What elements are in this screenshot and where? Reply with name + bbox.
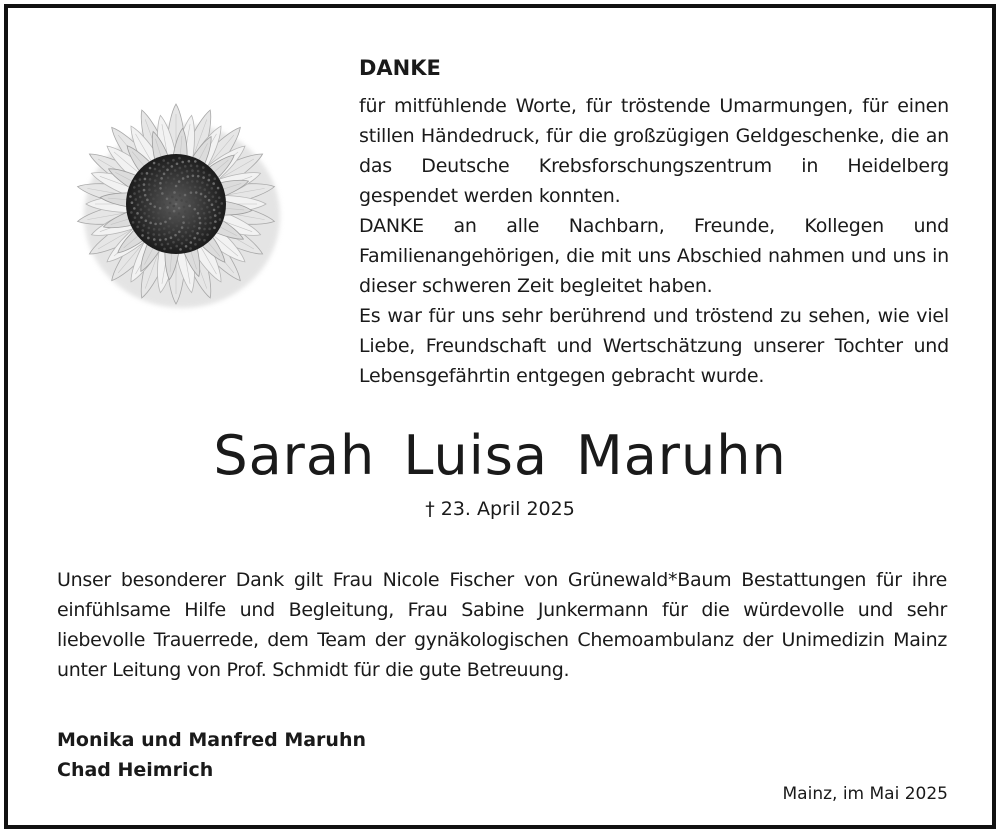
sunflower-seed [141,234,144,237]
sunflower-icon [60,98,292,320]
sunflower-seed [159,239,162,242]
sunflower-seed [141,201,144,204]
sunflower-seed [153,162,156,165]
sunflower-seed [183,206,186,209]
signer-name: Monika und Manfred Maruhn [57,729,367,751]
sunflower-seed [134,198,137,201]
sunflower-seed [194,160,197,163]
sunflower-seed [170,247,173,250]
sunflower-seed [162,165,165,168]
sunflower-seed [206,206,209,209]
sunflower-seed [208,199,211,202]
sunflower-seed [192,175,195,178]
sunflower-seed [132,221,135,224]
sunflower-seed [175,245,178,248]
sunflower-seed [147,237,150,240]
sunflower-seed [149,202,152,205]
sunflower-seed [144,194,147,197]
signer-name: Chad Heimrich [57,759,214,781]
sunflower-seed [164,186,167,189]
sunflower-seed [215,200,218,203]
sunflower-seed [133,207,136,210]
sunflower-seed [194,197,197,200]
sunflower-seed [153,228,156,231]
sunflower-seed [156,194,159,197]
sunflower-seed [198,238,201,241]
sunflower-seed [163,216,166,219]
sunflower-seed [209,222,212,225]
sunflower-seed [196,180,199,183]
sunflower-seed [169,188,172,191]
sunflower-seed [196,165,199,168]
sunflower-seed [167,162,170,165]
sunflower-seed [130,211,133,214]
sunflower-seed [208,191,211,194]
sunflower-seed [194,186,197,189]
sunflower-seed [167,177,170,180]
sunflower-seed [199,186,202,189]
sunflower-seed [193,220,196,223]
sunflower-seed [156,201,159,204]
sunflower-seed [206,184,209,187]
sunflower-seed [176,162,179,165]
sunflower-seed [156,174,159,177]
sunflower-seed [187,226,190,229]
sunflower-seed [152,217,155,220]
sunflower-seed [201,233,204,236]
sunflower-seed [159,182,162,185]
sunflower-seed [154,179,157,182]
sunflower-seed [171,165,174,168]
sunflower-seed [166,168,169,171]
sunflower-seed [175,203,178,206]
sunflower-seed [203,188,206,191]
sunflower-seed [178,219,181,222]
sunflower-seed [193,237,196,240]
sunflower-seed [203,239,206,242]
sunflower-seed [213,209,216,212]
sunflower-seed [197,212,200,215]
sunflower-seed [161,192,164,195]
sunflower-seed [181,242,184,245]
sunflower-seed [213,227,216,230]
sunflower-seed [168,231,171,234]
sunflower-seed [177,238,180,241]
sunflower-seed [139,196,142,199]
sunflower-seed [186,181,189,184]
sunflower-seed [213,177,216,180]
sunflower-seed [131,201,134,204]
sunflower-seed [158,228,161,231]
special-thanks-paragraph: Unser besonderer Dank gilt Frau Nicole Fischer von Grünewald*Baum Bestattungen für ihre einfühlsame Hilfe und Begleitung, Frau Sabine Junkermann für die würdevolle und sehr liebevolle Trauerrede, dem Team der gynäkologischen Chemoambulanz der Unimedizin Mainz unter Leitung von Prof. Schmidt für die gute Betreuung. [57,569,947,681]
sunflower-seed [185,245,188,248]
sunflower-seed [217,187,220,190]
sunflower-seed [197,204,200,207]
sunflower-seed [175,198,178,201]
sunflower-seed [182,215,185,218]
sunflower-seed [212,195,215,198]
sunflower-seed [170,236,173,239]
sunflower-seed [169,217,172,220]
sunflower-seed [204,217,207,220]
sunflower-seed [140,216,143,219]
sunflower-seed [176,225,179,228]
sunflower-seed [176,174,179,177]
sunflower-seed [173,191,176,194]
sunflower-seed [149,178,152,181]
sunflower-seed [133,186,136,189]
sunflower-seed [129,195,132,198]
sunflower-seed [158,163,161,166]
sunflower-seed [172,228,175,231]
sunflower-seed [203,228,206,231]
thanks-paragraph-3: Es war für uns sehr berührend und tröstend zu sehen, wie viel Liebe, Freundschaft und Wertschätzung unserer Tochter und Lebensgefährtin entgegen gebracht wurde. [359,305,949,387]
sunflower-seed [148,183,151,186]
sunflower-seed [138,221,141,224]
sunflower-seed [165,181,168,184]
sunflower-seed [150,193,153,196]
sunflower-seed [163,211,166,214]
sunflower-seed [184,189,187,192]
sunflower-seed [214,220,217,223]
sunflower-seed [166,192,169,195]
sunflower-seed [192,201,195,204]
sunflower-seed [159,207,162,210]
sunflower-seed [163,233,166,236]
sunflower-seed [197,170,200,173]
sunflower-seed [143,189,146,192]
sunflower-seed [136,212,139,215]
sunflower-seed [159,187,162,190]
sunflower-seed [166,206,169,209]
sunflower-seed [164,221,167,224]
sunflower-seed [182,177,185,180]
sunflower-seed [184,194,187,197]
sunflower-seed [171,221,174,224]
sunflower-seed [160,177,163,180]
sunflower-seed [141,229,144,232]
sunflower-seed [200,193,203,196]
sunflower-seed [159,222,162,225]
sunflower-seed [203,202,206,205]
sunflower-seed [185,200,188,203]
sunflower-seed [143,224,146,227]
sunflower-seed [154,189,157,192]
sunflower-seed [133,192,136,195]
sunflower-seed [189,186,192,189]
sunflower-seed [148,188,151,191]
sunflower-seed [167,225,170,228]
sunflower-seed [152,198,155,201]
sunflower-seed [145,219,148,222]
sunflower-seed [178,180,181,183]
sunflower-seed [166,197,169,200]
sunflower-seed [144,205,147,208]
sunflower-seed [189,210,192,213]
sunflower-seed [190,164,193,167]
sunflower-seed [188,205,191,208]
sunflower-seed [172,205,175,208]
sunflower-seed [186,175,189,178]
sunflower-seed [161,243,164,246]
sunflower-seed [181,172,184,175]
sunflower-seed [191,169,194,172]
sunflower-seed [208,174,211,177]
sunflower-seed [206,233,209,236]
sunflower-seed [198,227,201,230]
sunflower-seed [152,211,155,214]
deceased-name: Sarah Luisa Maruhn [213,424,787,487]
sunflower-seed [184,210,187,213]
sunflower-seed [157,217,160,220]
sunflower-seed [152,233,155,236]
sunflower-seed [203,171,206,174]
sunflower-seed [182,184,185,187]
sunflower-seed [174,234,177,237]
sunflower-seed [208,211,211,214]
sunflower-seed [212,182,215,185]
sunflower-seed [137,204,140,207]
sunflower-seed [178,212,181,215]
sunflower-seed [148,208,151,211]
sunflower-seed [171,196,174,199]
sunflower-seed [174,216,177,219]
sunflower-seed [148,215,151,218]
sunflower-seed [146,199,149,202]
sunflower-seed [193,225,196,228]
sunflower-seed [153,184,156,187]
sunflower-seed [198,217,201,220]
sunflower-seed [218,196,221,199]
sunflower-seed [197,175,200,178]
place-and-date: Mainz, im Mai 2025 [782,784,948,804]
sunflower-seed [134,216,137,219]
sunflower-seed [178,189,181,192]
sunflower-seed [143,183,146,186]
sunflower-seed [191,180,194,183]
sunflower-seed [169,202,172,205]
sunflower-seed [134,180,137,183]
sunflower-seed [141,172,144,175]
sunflower-seed [190,241,193,244]
sunflower-seed [143,212,146,215]
sunflower-seed [189,196,192,199]
sunflower-seed [147,232,150,235]
sunflower-seed [188,222,191,225]
danke-heading: DANKE [359,56,441,80]
sunflower-seed [172,241,175,244]
sunflower-seed [185,231,188,234]
sunflower-seed [201,181,204,184]
sunflower-seed [151,173,154,176]
sunflower-seed [154,168,157,171]
sunflower-seed [144,178,147,181]
sunflower-seed [179,194,182,197]
sunflower-seed [186,170,189,173]
sunflower-seed [208,228,211,231]
sunflower-seed [164,238,167,241]
sunflower-seed [202,176,205,179]
sunflower-seed [138,184,141,187]
sunflower-seed [219,218,222,221]
sunflower-seed [209,216,212,219]
sunflower-seed [195,191,198,194]
sunflower-seed [199,199,202,202]
sunflower-seed [146,172,149,175]
sunflower-seed [208,179,211,182]
sunflower-seed [204,195,207,198]
sunflower-seed [220,202,223,205]
sunflower-seed [199,222,202,225]
sunflower-seed [187,216,190,219]
sunflower-seed [217,206,220,209]
thanks-section [359,52,949,391]
sunflower-seed [157,212,160,215]
sunflower-seed [190,191,193,194]
sunflower-seed [173,210,176,213]
sunflower-seed [193,208,196,211]
sunflower-seed [149,167,152,170]
sunflower-seed [202,166,205,169]
sunflower-seed [215,191,218,194]
sunflower-seed [158,170,161,173]
sunflower-seed [200,208,203,211]
sunflower-seed [154,243,157,246]
sunflower-seed [172,159,175,162]
sunflower-seed [149,222,152,225]
thanks-paragraph-1: für mitfühlende Worte, für tröstende Umarmungen, für einen stillen Händedruck, für die großzügigen Geldgeschenke, die an das Deutsche Krebsforschungszentrum in Heidelberg gespendet werden konnten. [359,95,949,207]
sunflower-seed [170,182,173,185]
thanks-paragraph-2: DANKE an alle Nachbarn, Freunde, Kollegen und Familienangehörigen, die mit uns Abschied nahmen und uns in dieser schweren Zeit begleitet haben. [359,215,949,297]
death-date: † 23. April 2025 [425,498,575,520]
sunflower-seed [189,234,192,237]
sunflower-seed [163,227,166,230]
sunflower-seed [138,190,141,193]
sunflower-seed [214,214,217,217]
sunflower-seed [181,161,184,164]
sunflower-seed [179,167,182,170]
signers [57,725,366,785]
sunflower-seed [218,212,221,215]
sunflower-seed [170,173,173,176]
sunflower-seed [192,215,195,218]
sunflower-seed [167,243,170,246]
sunflower-seed [140,208,143,211]
sunflower-seed [179,248,182,251]
sunflower-seed [211,187,214,190]
sunflower-seed [185,239,188,242]
sunflower-seed [182,221,185,224]
sunflower-seed [181,235,184,238]
sunflower-seed [175,185,178,188]
sunflower-seed [163,248,166,251]
sunflower-seed [196,232,199,235]
sunflower-seed [188,160,191,163]
sunflower-seed [211,203,214,206]
sunflower-seed [148,227,151,230]
sunflower-seed [139,178,142,181]
sunflower-seed [160,198,163,201]
sunflower-seed [174,169,177,172]
sunflower-seed [191,230,194,233]
sunflower-seed [178,230,181,233]
sunflower-seed [178,157,181,160]
sunflower-seed [136,226,139,229]
sunflower-seed [203,212,206,215]
sunflower-seed [178,207,181,210]
sunflower-seed [194,243,197,246]
sunflower-seed [173,178,176,181]
sunflower-seed [180,199,183,202]
sunflower-seed [162,203,165,206]
sunflower-seed [154,223,157,226]
sunflower-seed [153,205,156,208]
sunflower-seed [163,173,166,176]
sunflower-seed [189,247,192,250]
sunflower-seed [181,226,184,229]
sunflower-seed [162,159,165,162]
sunflower-seed [204,222,207,225]
sunflower-seed [158,234,161,237]
sunflower-seed [168,212,171,215]
sunflower-seed [153,238,156,241]
sunflower-seed [184,165,187,168]
